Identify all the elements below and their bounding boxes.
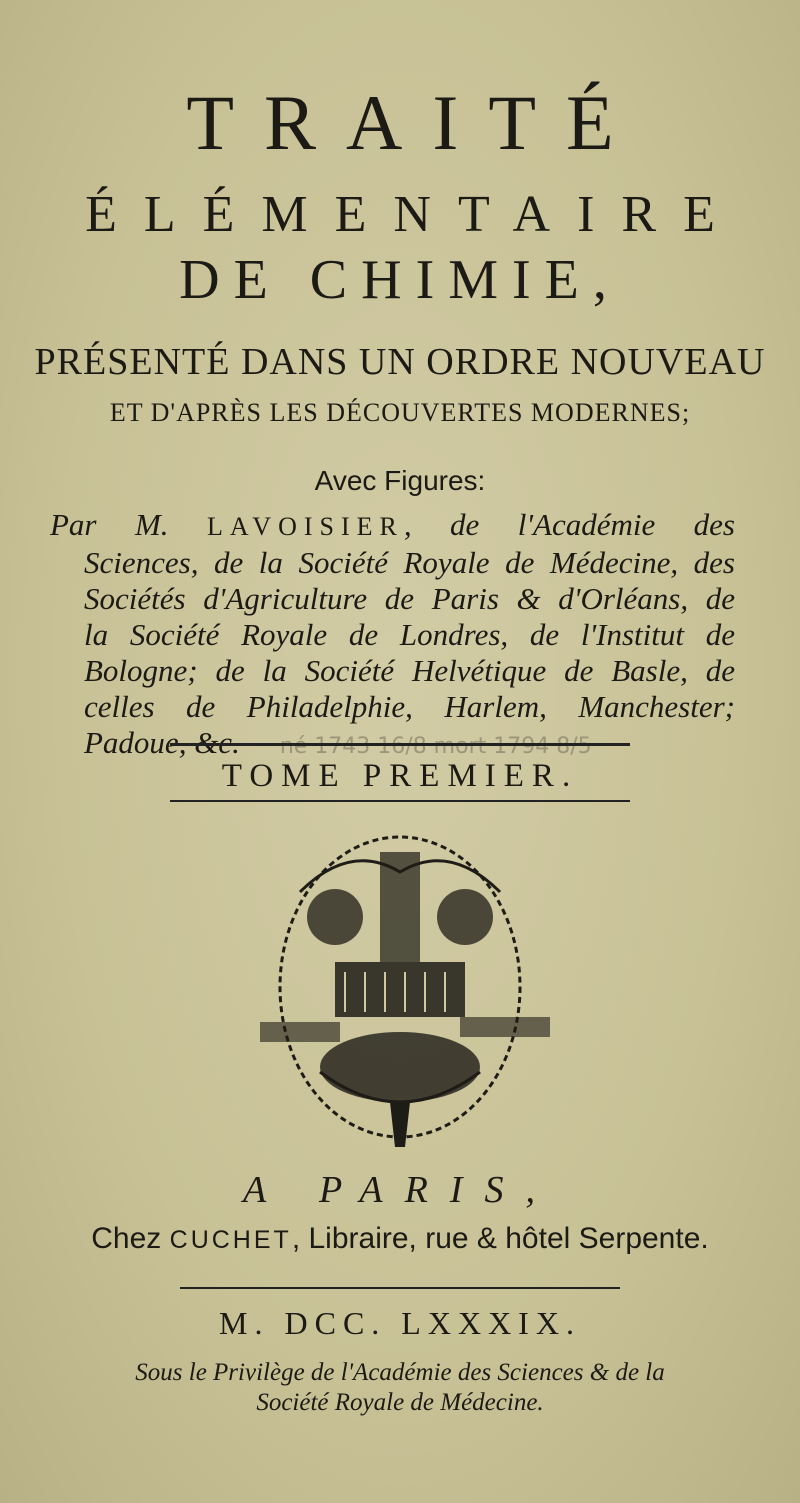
author-line: Bologne; de la Société Helvétique de Basle, de [84, 653, 735, 688]
imprint-publisher [0, 1222, 800, 1256]
privilege-notice [0, 1358, 800, 1418]
avec-figures: Avec Figures: [314, 465, 486, 496]
subtitle-decouvertes: ET D'APRÈS LES DÉCOUVERTES MODERNES; [109, 398, 691, 427]
rule-under-volume [170, 800, 630, 802]
printer-vignette-ornament [240, 812, 560, 1162]
publisher-prefix: Chez [91, 1222, 170, 1255]
privilege-line-1: Sous le Privilège de l'Académie des Sciences & de la [135, 1359, 665, 1386]
author-line: celles de Philadelphie, Harlem, Manchester; [84, 689, 735, 724]
subtitle-presente: PRÉSENTÉ DANS UN ORDRE NOUVEAU [34, 341, 766, 383]
rule-top [170, 743, 630, 746]
author-block [50, 507, 735, 765]
author-line: Sociétés d'Agriculture de Paris & d'Orléans, de [84, 581, 735, 616]
pencil-note: né 1743 16/8 mort 1794 8/5 [279, 734, 592, 759]
author-line: la Société Royale de Londres, de l'Institut de [84, 617, 735, 652]
author-name: LAVOISIER [206, 512, 404, 541]
rule-imprint [180, 1287, 620, 1289]
title-elementaire: ÉLÉMENTAIRE [85, 186, 742, 243]
publisher-address: , Libraire, rue & hôtel Serpente. [291, 1222, 709, 1255]
author-etc: Padoue, &c. [84, 725, 240, 760]
title-traite: TRAITÉ [186, 79, 644, 166]
publisher-name: CUCHET [169, 1226, 292, 1254]
imprint-year: M. DCC. LXXXIX. [219, 1305, 581, 1341]
author-prefix: Par M. [50, 507, 207, 542]
author-suffix: , de l'Académie des [403, 507, 735, 542]
privilege-line-2: Société Royale de Médecine. [256, 1389, 544, 1416]
title-de-chimie: DE CHIMIE, [179, 249, 621, 311]
volume-label: TOME PREMIER. [221, 758, 579, 794]
author-line [50, 507, 735, 545]
author-line: Sciences, de la Société Royale de Médecine, des [84, 545, 735, 580]
imprint-city: A PARIS, [243, 1169, 557, 1211]
